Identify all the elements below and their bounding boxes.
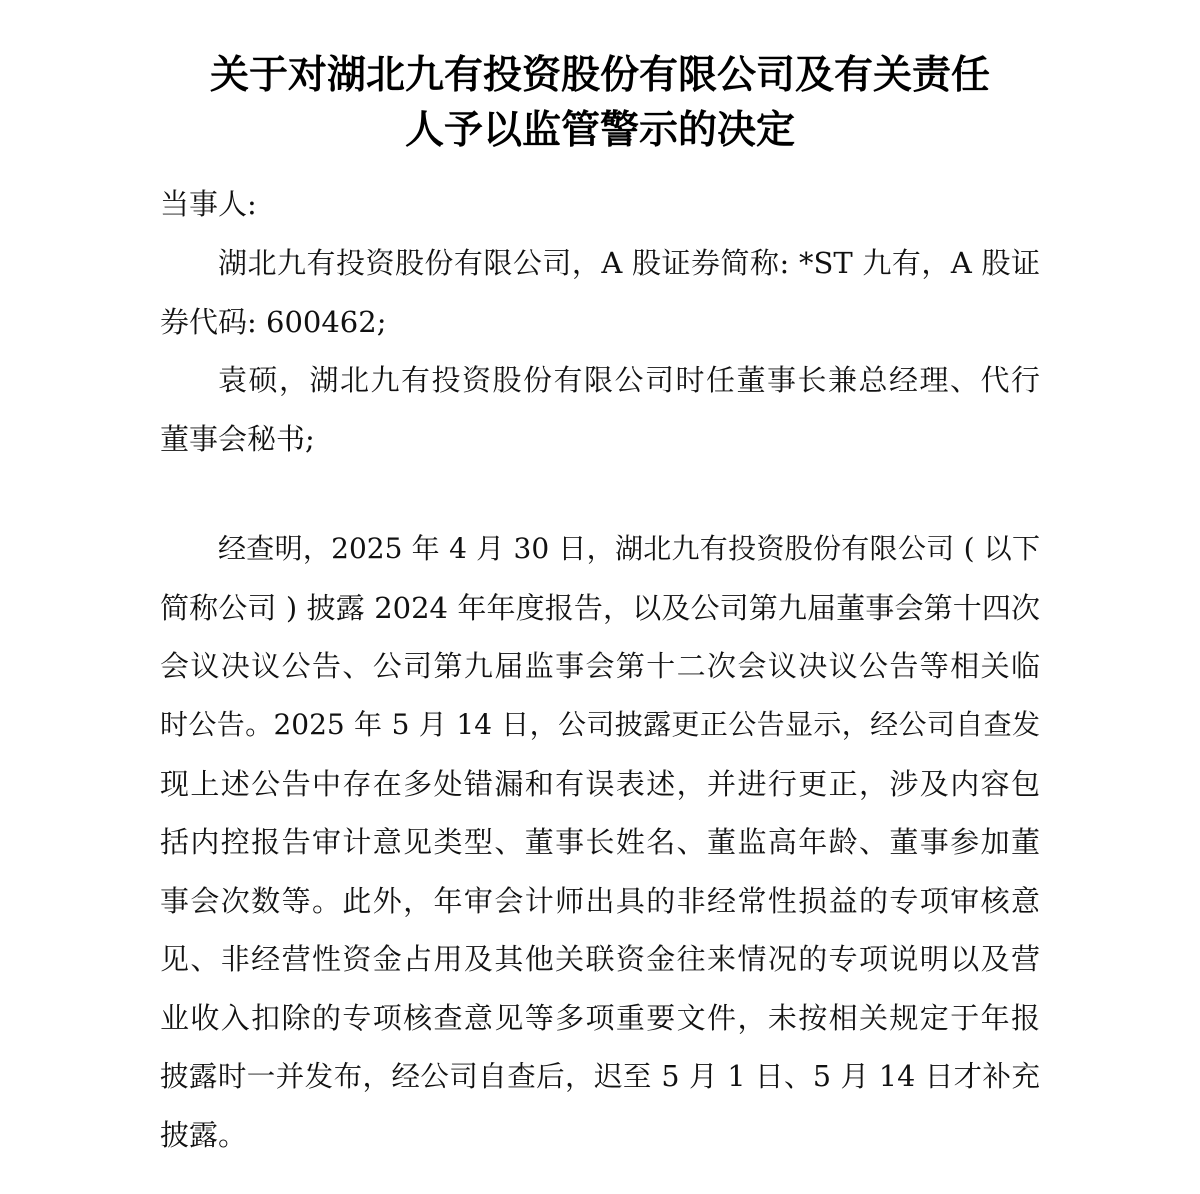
party-company-line-1: 湖北九有投资股份有限公司，A 股证券简称: *ST 九有，A 股证: [218, 246, 1040, 280]
body-paragraph-line: 披露时一并发布，经公司自查后，迟至 5 月 1 日、5 月 14 日才补充: [160, 1060, 1040, 1093]
body-paragraph-line: 经查明，2025 年 4 月 30 日，湖北九有投资股份有限公司 ( 以下: [218, 532, 1040, 565]
document-title-line-2: 人予以监管警示的决定: [404, 108, 795, 153]
body-paragraph-line: 现上述公告中存在多处错漏和有误表述，并进行更正，涉及内容包: [160, 767, 1040, 801]
parties-label: 当事人:: [160, 187, 257, 221]
body-paragraph-line: 披露。: [160, 1118, 248, 1152]
party-company-line-2: 券代码: 600462;: [160, 305, 387, 339]
party-person-line-2: 董事会秘书;: [160, 422, 315, 456]
body-paragraph-line: 业收入扣除的专项核查意见等多项重要文件，未按相关规定于年报: [160, 1001, 1040, 1035]
body-paragraph-line: 简称公司 ) 披露 2024 年年度报告，以及公司第九届董事会第十四次: [160, 591, 1040, 625]
body-paragraph-line: 会议决议公告、公司第九届监事会第十二次会议决议公告等相关临: [160, 649, 1040, 683]
party-person-line-1: 袁硕，湖北九有投资股份有限公司时任董事长兼总经理、代行: [218, 363, 1040, 397]
document-title-line-1: 关于对湖北九有投资股份有限公司及有关责任: [209, 53, 990, 98]
body-paragraph-line: 事会次数等。此外，年审会计师出具的非经常性损益的专项审核意: [160, 884, 1040, 918]
body-paragraph-line: 见、非经营性资金占用及其他关联资金往来情况的专项说明以及营: [160, 942, 1040, 976]
body-paragraph-line: 括内控报告审计意见类型、董事长姓名、董监高年龄、董事参加董: [160, 825, 1040, 859]
body-paragraph-line: 时公告。2025 年 5 月 14 日，公司披露更正公告显示，经公司自查发: [160, 708, 1040, 741]
